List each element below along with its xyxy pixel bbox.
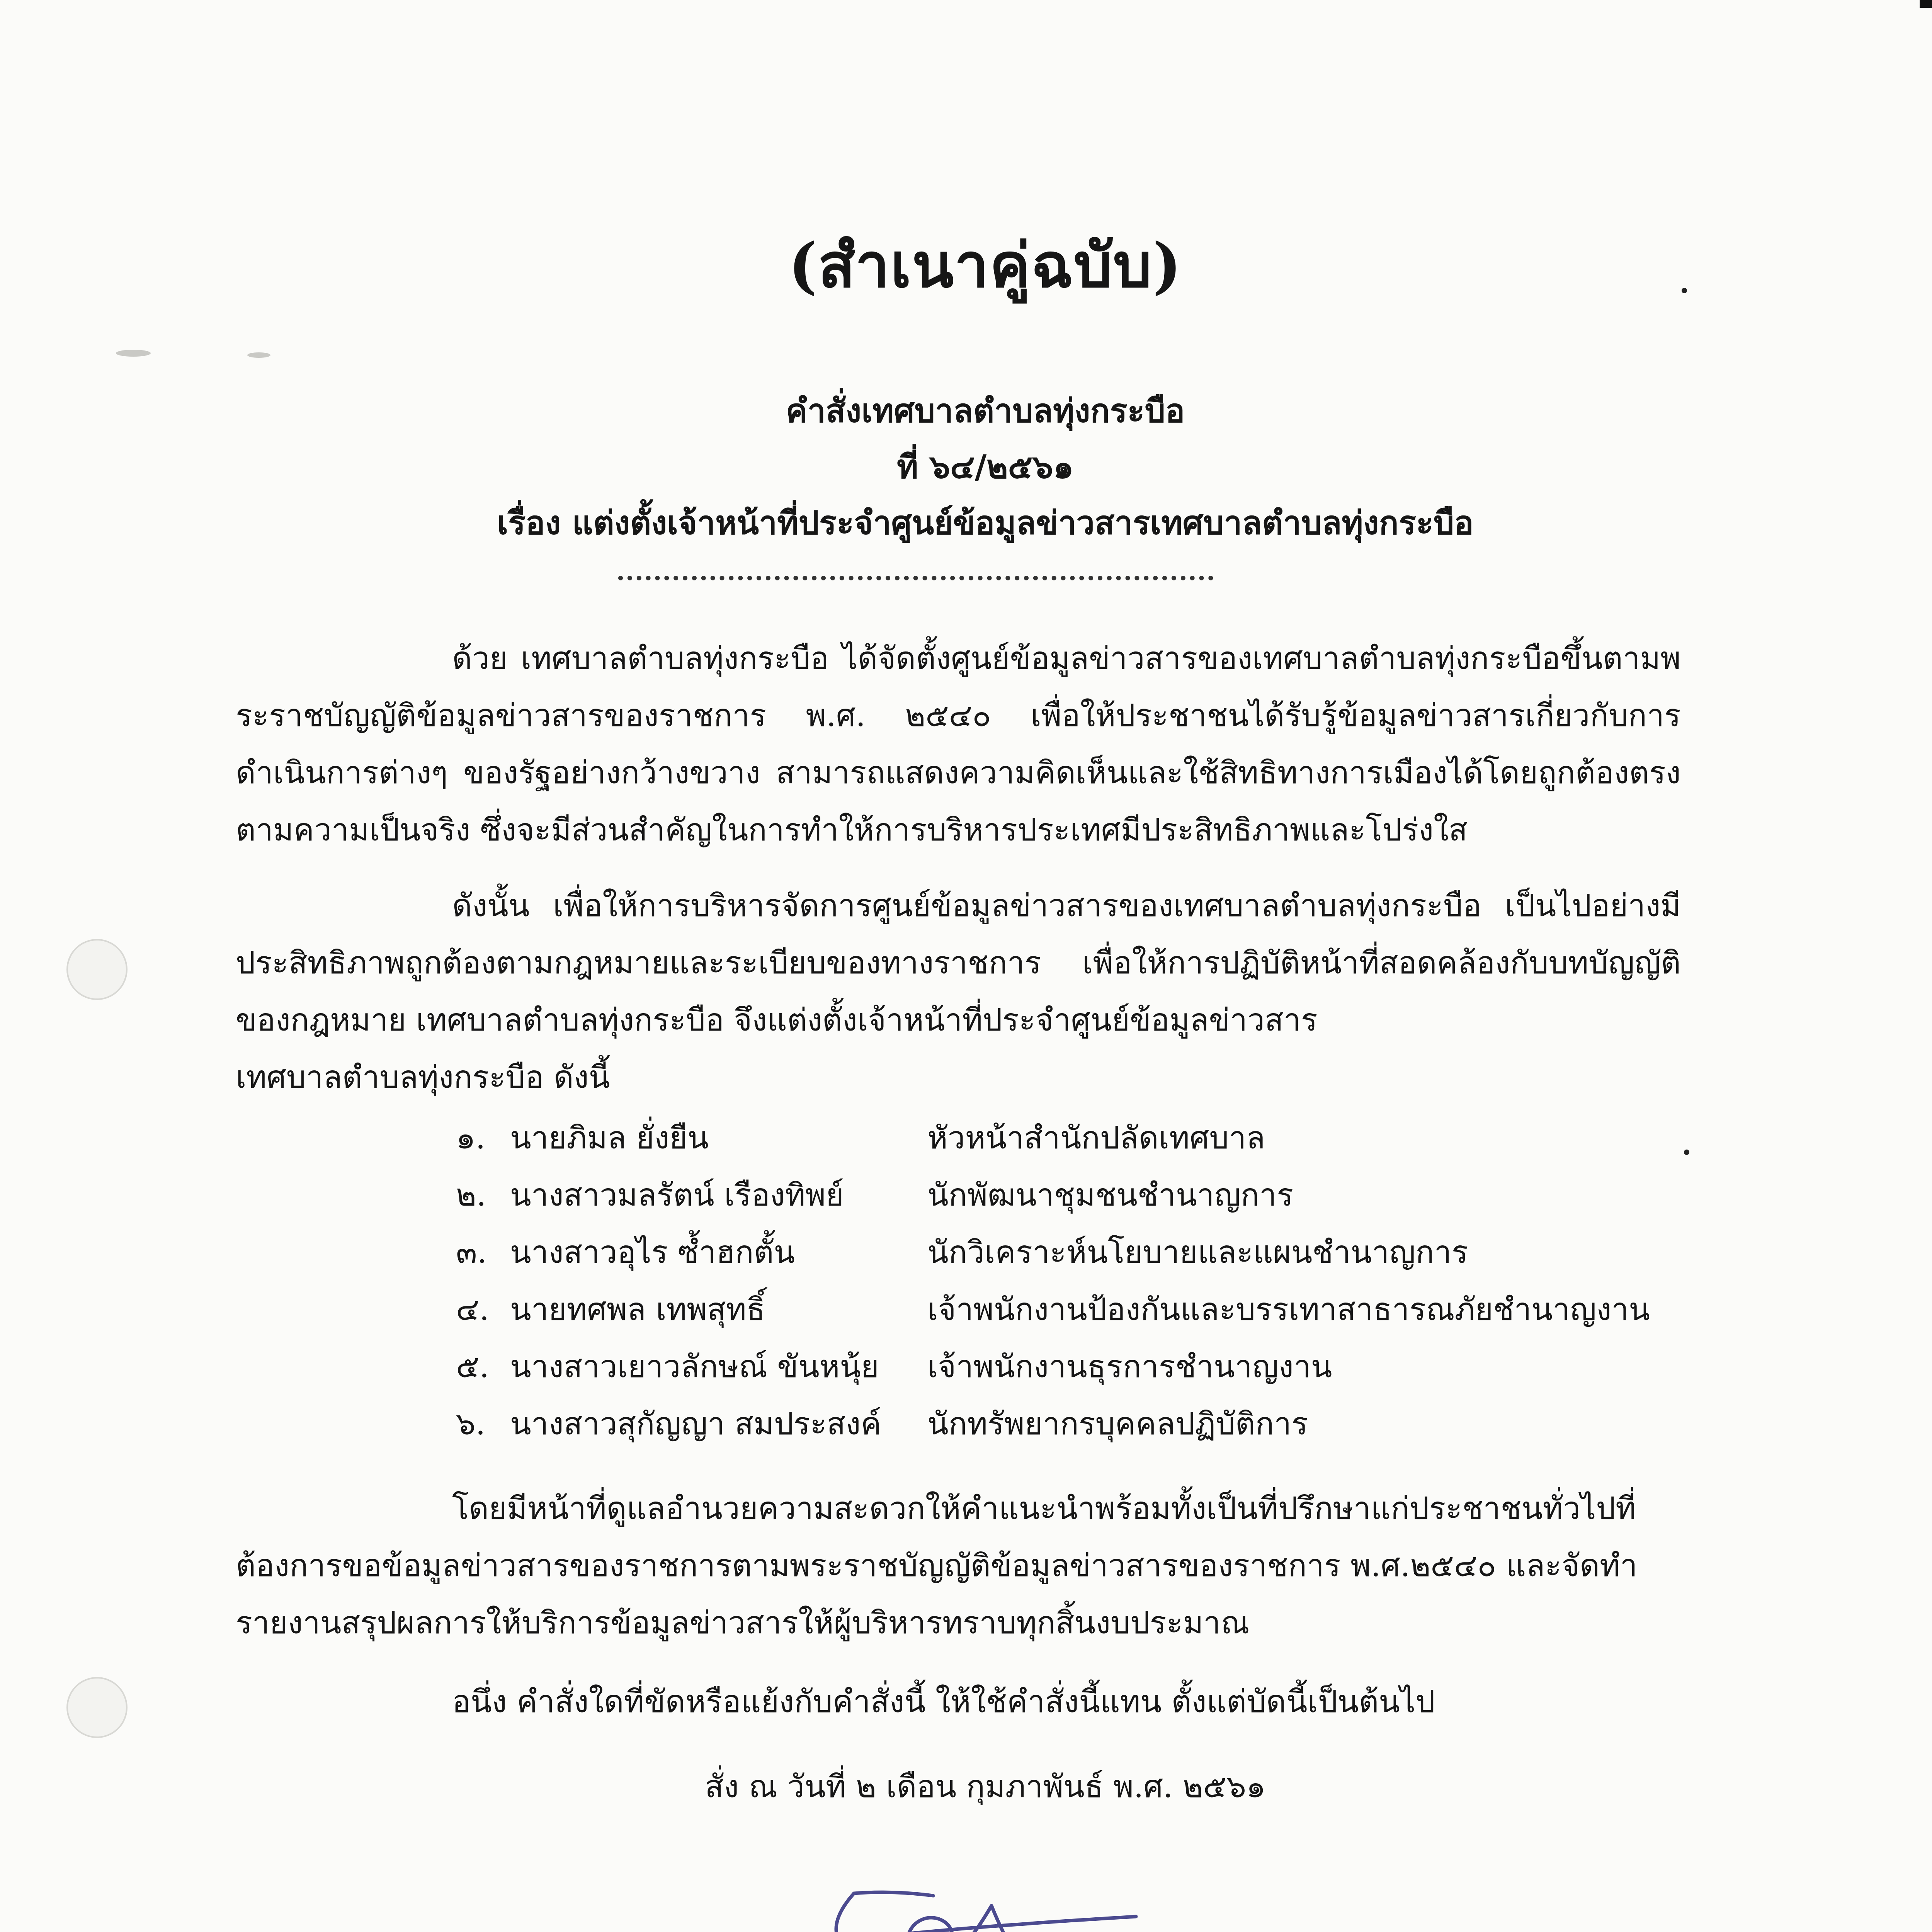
order-number: ที่ ๖๔/๒๕๖๑ <box>897 447 1074 486</box>
order-date: สั่ง ณ วันที่ ๒ เดือน กุมภาพันธ์ พ.ศ. ๒๕๖๑ <box>705 1769 1266 1804</box>
staff-row <box>456 1338 1692 1395</box>
staff-number: ๑. <box>456 1119 486 1156</box>
staff-row <box>456 1395 1692 1452</box>
staff-name: นายทศพล เทพสุทธิ์ <box>510 1291 765 1327</box>
paragraph-duties-tail: รายงานสรุปผลการให้บริการข้อมูลข่าวสารให้ผู้บริหารทราบทุกสิ้นงบประมาณ <box>236 1605 1250 1641</box>
punch-hole-lower <box>66 1677 128 1738</box>
staff-position: หัวหน้าสำนักปลัดเทศบาล <box>927 1119 1265 1156</box>
corner-marker <box>1920 0 1932 8</box>
staff-position: นักพัฒนาชุมชนชำนาญการ <box>927 1177 1294 1213</box>
paragraph-3-block <box>236 1480 1681 1651</box>
staff-number: ๒. <box>456 1177 486 1213</box>
staff-number: ๔. <box>456 1291 489 1327</box>
staff-name: นางสาวอุไร ซ้ำฮกตั้น <box>510 1234 795 1270</box>
staff-row <box>456 1223 1692 1281</box>
paragraph-supersede: อนึ่ง คำสั่งใดที่ขัดหรือแย้งกับคำสั่งนี้ ให้ใช้คำสั่งนี้แทน ตั้งแต่บัดนี้เป็นต้นไป <box>452 1684 1435 1719</box>
punch-hole-upper <box>66 939 128 1000</box>
mayor-signature <box>757 1878 1144 1932</box>
staff-position: เจ้าพนักงานธุรการชำนาญงาน <box>927 1348 1332 1384</box>
copy-mark: (สำเนาคู่ฉบับ) <box>788 230 1182 301</box>
paragraph-1-block <box>236 630 1681 859</box>
staff-position: เจ้าพนักงานป้องกันและบรรเทาสาธารณภัยชำนาญงาน <box>927 1291 1650 1327</box>
staff-number: ๖. <box>456 1405 486 1442</box>
order-title: คำสั่งเทศบาลตำบลทุ่งกระบือ <box>786 391 1185 430</box>
staff-name: นางสาวเยาวลักษณ์ ขันหนุ้ย <box>510 1348 879 1384</box>
paragraph-intro: ด้วย เทศบาลตำบลทุ่งกระบือ ได้จัดตั้งศูนย์ข้อมูลข่าวสารของเทศบาลตำบลทุ่งกระบือขึ้นตามพระราชบัญญัติข้อมูลข่าวสารของราชการ พ.ศ. ๒๕๔๐ เพื่อให้ประชาชนได้รับรู้ข้อมูลข่าวสารเกี่ยวกับการดำเนินการต่างๆ ของรัฐอย่างกว้างขวาง สามารถแสดงความคิดเห็นและใช้สิทธิทางการเมืองได้โดยถูกต้องตรงตามความเป็นจริง ซึ่งจะมีส่วนสำคัญในการทำให้การบริหารประเทศมีประสิทธิภาพและโปร่งใส <box>236 640 1681 848</box>
staff-position: นักทรัพยากรบุคคลปฏิบัติการ <box>927 1405 1308 1442</box>
staff-list <box>456 1109 1692 1452</box>
paragraph-duties: โดยมีหน้าที่ดูแลอำนวยความสะดวกให้คำแนะนำพร้อมทั้งเป็นที่ปรึกษาแก่ประชาชนทั่วไปที่ต้องการขอข้อมูลข่าวสารของราชการตามพระราชบัญญัติข้อมูลข่าวสารของราชการ พ.ศ.๒๕๔๐ และจัดทำ <box>236 1490 1638 1583</box>
staff-row <box>456 1109 1692 1166</box>
scan-streak <box>247 352 270 358</box>
order-subject: เรื่อง แต่งตั้งเจ้าหน้าที่ประจำศูนย์ข้อมูลข่าวสารเทศบาลตำบลทุ่งกระบือ <box>497 503 1474 542</box>
paragraph-therefore-tail: เทศบาลตำบลทุ่งกระบือ ดังนี้ <box>236 1059 610 1095</box>
staff-number: ๓. <box>456 1234 487 1270</box>
staff-position: นักวิเคราะห์นโยบายและแผนชำนาญการ <box>927 1234 1468 1270</box>
header-divider <box>618 576 1213 580</box>
paragraph-2-block <box>236 877 1681 1106</box>
paragraph-4-block <box>236 1673 1681 1730</box>
paragraph-therefore: ดังนั้น เพื่อให้การบริหารจัดการศูนย์ข้อมูลข่าวสารของเทศบาลตำบลทุ่งกระบือ เป็นไปอย่างมีประสิทธิภาพถูกต้องตามกฎหมายและระเบียบของทางราชการ เพื่อให้การปฏิบัติหน้าที่สอดคล้องกับบทบัญญัติของกฎหมาย เทศบาลตำบลทุ่งกระบือ จึงแต่งตั้งเจ้าหน้าที่ประจำศูนย์ข้อมูลข่าวสาร <box>236 888 1681 1038</box>
scan-streak <box>116 350 151 357</box>
staff-number: ๕. <box>456 1348 489 1384</box>
staff-row <box>456 1166 1692 1223</box>
staff-name: นางสาวมลรัตน์ เรืองทิพย์ <box>510 1177 844 1213</box>
staff-name: นายภิมล ยั่งยืน <box>510 1119 709 1156</box>
staff-row <box>456 1281 1692 1338</box>
staff-name: นางสาวสุกัญญา สมประสงค์ <box>510 1405 881 1442</box>
